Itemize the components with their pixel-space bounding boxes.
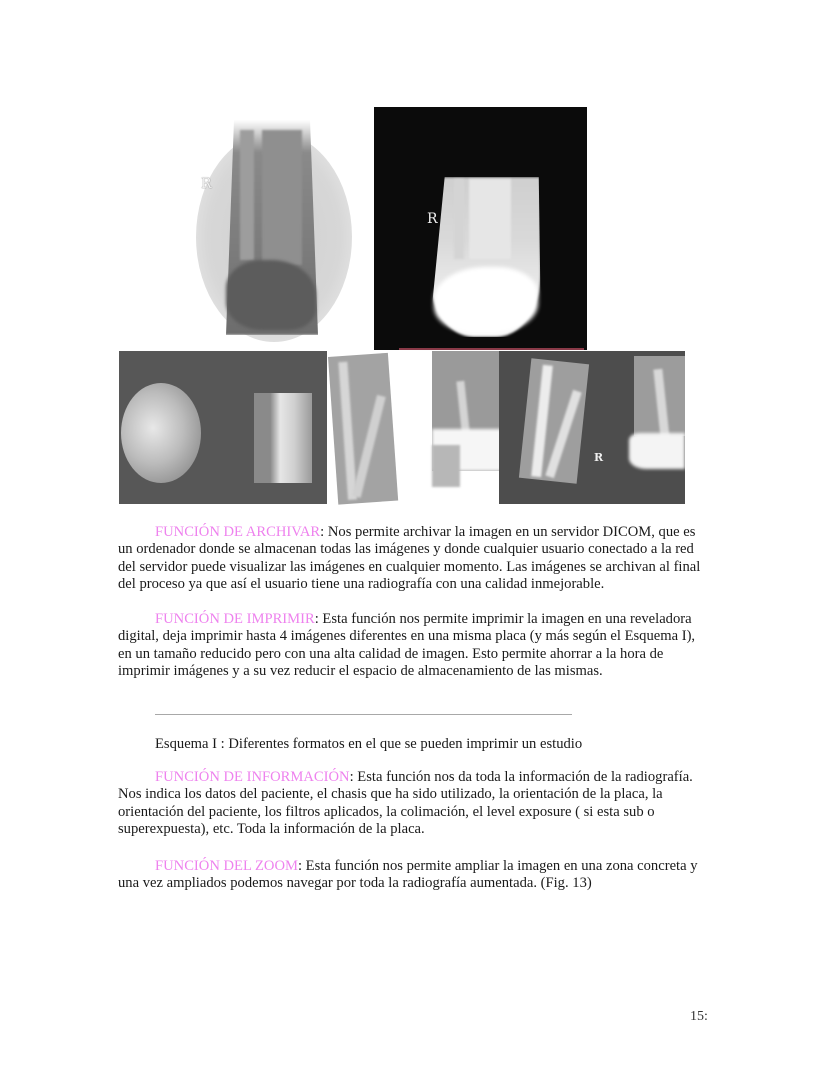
paragraph-line: FUNCIÓN DE ARCHIVAR: Nos permite archivar la imagen en un servidor DICOM, que es: [155, 524, 696, 540]
xray-tarsal: [226, 260, 316, 330]
xray-fingers-tilted: [328, 353, 398, 505]
paragraph-line: FUNCIÓN DE IMPRIMIR: Esta función nos permite imprimir la imagen en una reveladora: [155, 611, 692, 627]
paragraph-line: superexpuesta), etc. Toda la información de la placa.: [118, 821, 425, 838]
xray-wrist-two-views: [119, 351, 327, 504]
xray-hand-fragment: [432, 445, 460, 487]
paragraph-line: del proceso ya que así el usuario tiene una radiografía con una calidad inmejorable.: [118, 576, 605, 593]
xray-ankle-oval: [192, 120, 352, 342]
paragraph-zoom: [118, 858, 732, 893]
xray-ankle-dark: [374, 107, 587, 350]
figure-caption: Esquema I : Diferentes formatos en el que se pueden imprimir un estudio: [155, 736, 583, 752]
xray-fibula: [454, 179, 464, 259]
caption-divider: [155, 714, 572, 715]
paragraph-line: FUNCIÓN DE INFORMACIÓN: Esta función nos da toda la información de la radiografía.: [155, 769, 693, 785]
xray-finger: [352, 395, 386, 498]
xray-wrist-lateral: [254, 393, 312, 483]
xray-hand-overexposed: [629, 433, 685, 469]
paragraph-line: del servidor puede visualizar las imágenes en cualquier momento. Las imágenes se archivan al final: [118, 558, 701, 575]
paragraph-line: FUNCIÓN DEL ZOOM: Esta función nos permite ampliar la imagen en una zona concreta y: [155, 858, 698, 874]
xray-tibia: [262, 130, 302, 265]
paragraph-archivar: [118, 524, 732, 594]
paragraph-line: en un tamaño reducido pero con una alta calidad de imagen. Esto permite ahorrar a la hora de: [118, 645, 664, 662]
section-heading-zoom: FUNCIÓN DEL ZOOM: [155, 858, 298, 874]
paragraph-line: una vez ampliados podemos navegar por toda la radiografía aumentada. (Fig. 13): [118, 875, 592, 892]
paragraph-imprimir: [118, 611, 732, 681]
xray-fingers-multi-view: [499, 351, 685, 504]
xray-fibula: [240, 130, 254, 260]
xray-finger: [338, 362, 357, 500]
paragraph-line: digital, deja imprimir hasta 4 imágenes diferentes en una misma placa (y más según el Esquema I),: [118, 628, 696, 645]
paragraph-informacion: [118, 769, 732, 839]
xray-border-line: [399, 348, 584, 350]
xray-tibia: [469, 179, 511, 259]
section-heading-archivar: FUNCIÓN DE ARCHIVAR: [155, 524, 321, 540]
section-heading-informacion: FUNCIÓN DE INFORMACIÓN: [155, 769, 350, 785]
xray-side-marker: R: [201, 176, 212, 192]
xray-side-marker: R: [594, 451, 604, 464]
xray-wrist-ap: [121, 383, 201, 483]
paragraph-line: imprimir imágenes y a su vez reducir el espacio de almacenamiento de las mismas.: [118, 663, 603, 680]
paragraph-line: Nos indica los datos del paciente, el chasis que ha sido utilizado, la orientación de la placa, la: [118, 786, 663, 803]
xray-tarsal: [434, 267, 538, 333]
page-number: 15:: [690, 1009, 708, 1024]
paragraph-line: orientación del paciente, los filtros aplicados, la colimación, el level exposure ( si esta sub o: [118, 803, 655, 820]
xray-side-marker: R: [427, 211, 438, 227]
paragraph-line: un ordenador donde se almacenan todas las imágenes y donde cualquier usuario conectado a la red: [118, 541, 694, 558]
section-heading-imprimir: FUNCIÓN DE IMPRIMIR: [155, 611, 315, 627]
